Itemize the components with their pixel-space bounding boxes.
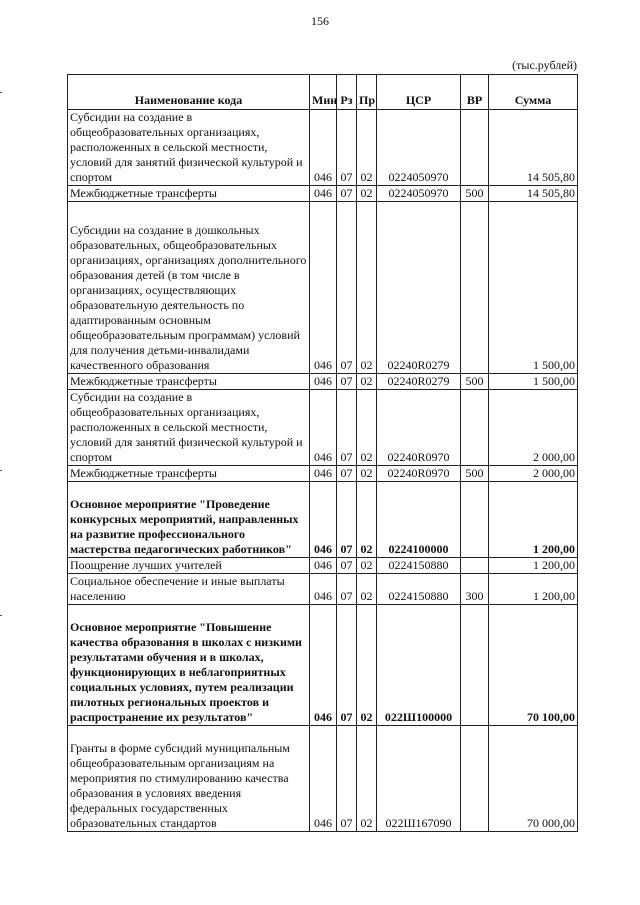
row-min: 046 — [310, 390, 337, 466]
row-csr: 0224050970 — [377, 110, 461, 186]
row-vr: 300 — [461, 574, 489, 605]
row-rz: 07 — [337, 726, 357, 832]
row-name: Субсидии на создание в общеобразовательных организациях, расположенных в сельской местности, условий для занятий физической культурой и спортом — [68, 110, 310, 186]
header-vr: ВР — [461, 75, 489, 110]
row-vr — [461, 110, 489, 186]
row-pr: 02 — [357, 482, 377, 558]
row-min: 046 — [310, 605, 337, 726]
row-pr: 02 — [357, 110, 377, 186]
row-rz: 07 — [337, 558, 357, 574]
row-min: 046 — [310, 202, 337, 374]
row-csr: 022Ш167090 — [377, 726, 461, 832]
row-pr: 02 — [357, 374, 377, 390]
header-rz: Рз — [337, 75, 357, 110]
row-vr — [461, 390, 489, 466]
table-row — [68, 726, 578, 832]
row-sum: 2 000,00 — [489, 466, 578, 482]
row-name: Основное мероприятие "Проведение конкурсных мероприятий, направленных на развитие профессионального мастерства педагогических работников" — [68, 482, 310, 558]
row-csr: 02240R0279 — [377, 374, 461, 390]
row-sum: 14 505,80 — [489, 110, 578, 186]
row-vr: 500 — [461, 186, 489, 202]
budget-table — [67, 74, 578, 832]
page-number: 156 — [311, 14, 329, 28]
row-csr: 0224150880 — [377, 574, 461, 605]
row-name: Гранты в форме субсидий муниципальным общеобразовательным организациям на мероприятия по стимулированию качества образования в условиях введения федеральных государственных образовательных стандартов — [68, 726, 310, 832]
margin-mark — [0, 615, 2, 616]
row-csr: 0224150880 — [377, 558, 461, 574]
row-sum: 14 505,80 — [489, 186, 578, 202]
row-vr — [461, 726, 489, 832]
row-sum: 1 200,00 — [489, 574, 578, 605]
row-rz: 07 — [337, 186, 357, 202]
row-csr: 022Ш100000 — [377, 605, 461, 726]
row-min: 046 — [310, 110, 337, 186]
row-rz: 07 — [337, 202, 357, 374]
header-sum: Сумма — [489, 75, 578, 110]
row-vr: 500 — [461, 466, 489, 482]
row-name: Межбюджетные трансферты — [68, 374, 310, 390]
row-csr: 02240R0970 — [377, 466, 461, 482]
header-pr: Пр — [357, 75, 377, 110]
row-pr: 02 — [357, 605, 377, 726]
table-row — [68, 466, 578, 482]
row-min: 046 — [310, 466, 337, 482]
row-pr: 02 — [357, 726, 377, 832]
row-rz: 07 — [337, 110, 357, 186]
row-sum: 70 100,00 — [489, 605, 578, 726]
row-sum: 1 500,00 — [489, 374, 578, 390]
row-rz: 07 — [337, 466, 357, 482]
row-sum: 2 000,00 — [489, 390, 578, 466]
row-sum: 70 000,00 — [489, 726, 578, 832]
row-pr: 02 — [357, 202, 377, 374]
row-name: Межбюджетные трансферты — [68, 186, 310, 202]
row-pr: 02 — [357, 558, 377, 574]
margin-mark — [0, 92, 2, 93]
row-sum: 1 500,00 — [489, 202, 578, 374]
table-row — [68, 390, 578, 466]
row-rz: 07 — [337, 574, 357, 605]
row-min: 046 — [310, 482, 337, 558]
row-sum: 1 200,00 — [489, 482, 578, 558]
table-row — [68, 558, 578, 574]
table-row — [68, 482, 578, 558]
row-vr — [461, 202, 489, 374]
margin-mark — [0, 470, 2, 471]
header-min: Мин — [310, 75, 337, 110]
row-pr: 02 — [357, 574, 377, 605]
table-row — [68, 374, 578, 390]
row-rz: 07 — [337, 482, 357, 558]
row-vr — [461, 605, 489, 726]
row-csr: 0224100000 — [377, 482, 461, 558]
row-csr: 02240R0970 — [377, 390, 461, 466]
row-min: 046 — [310, 574, 337, 605]
row-name: Субсидии на создание в общеобразовательных организациях, расположенных в сельской местности, условий для занятий физической культурой и спортом — [68, 390, 310, 466]
row-pr: 02 — [357, 186, 377, 202]
row-name: Субсидии на создание в дошкольных образовательных, общеобразовательных организациях, организациях дополнительного образования детей (в том числе в организациях, осуществляющих образовательную деятельность по адаптированным основным общеобразовательным программам) условий для получения детьми-инвалидами качественного образования — [68, 202, 310, 374]
row-vr — [461, 558, 489, 574]
row-min: 046 — [310, 186, 337, 202]
header-csr: ЦСР — [377, 75, 461, 110]
row-rz: 07 — [337, 605, 357, 726]
row-vr — [461, 482, 489, 558]
table-row — [68, 186, 578, 202]
row-name: Межбюджетные трансферты — [68, 466, 310, 482]
row-sum: 1 200,00 — [489, 558, 578, 574]
table-row — [68, 202, 578, 374]
row-name: Поощрение лучших учителей — [68, 558, 310, 574]
row-pr: 02 — [357, 466, 377, 482]
row-vr: 500 — [461, 374, 489, 390]
row-pr: 02 — [357, 390, 377, 466]
header-row — [68, 75, 578, 110]
units-label: (тыс.рублей) — [512, 58, 577, 72]
table-row — [68, 574, 578, 605]
row-csr: 02240R0279 — [377, 202, 461, 374]
header-name: Наименование кода — [68, 75, 310, 110]
row-min: 046 — [310, 374, 337, 390]
row-min: 046 — [310, 726, 337, 832]
table-row — [68, 110, 578, 186]
row-rz: 07 — [337, 374, 357, 390]
table-row — [68, 605, 578, 726]
row-min: 046 — [310, 558, 337, 574]
row-name: Социальное обеспечение и иные выплаты населению — [68, 574, 310, 605]
row-csr: 0224050970 — [377, 186, 461, 202]
row-rz: 07 — [337, 390, 357, 466]
row-name: Основное мероприятие "Повышение качества образования в школах с низкими результатами обучения и в школах, функционирующих в неблагоприятных социальных условиях, путем реализации пилотных региональных проектов и распространение их результатов" — [68, 605, 310, 726]
